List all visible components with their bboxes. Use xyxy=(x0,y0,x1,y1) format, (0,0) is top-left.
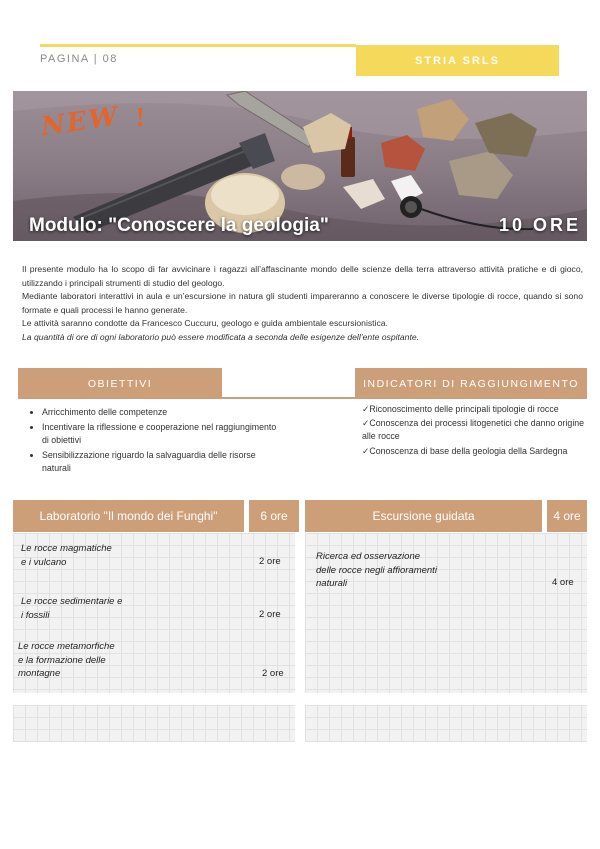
activity-line: Le rocce metamorfiche xyxy=(18,641,115,652)
objective-item: • Arricchimento delle competenze xyxy=(42,406,282,419)
new-badge: NEW xyxy=(39,101,122,143)
lab1-activity xyxy=(18,640,115,681)
objective-item: • Incentivare la riflessione e cooperazione nel raggiungimento di obiettivi xyxy=(42,421,282,447)
indicator-text: Conoscenza di base della geologia della Sardegna xyxy=(369,445,568,456)
intro-text xyxy=(22,263,583,345)
check-icon: ✓ xyxy=(362,445,370,456)
intro-paragraph: Il presente modulo ha lo scopo di far avvicinare i ragazzi all’affascinante mondo delle scienze della terra attraverso attività pratiche e di gioco, utilizzando i principali strumenti di studio del geologo. xyxy=(22,264,583,288)
check-icon: ✓ xyxy=(362,404,370,414)
indicators-header: INDICATORI DI RAGGIUNGIMENTO xyxy=(355,368,587,399)
activity-line: delle rocce negli affioramenti xyxy=(316,564,437,576)
objective-item: • Sensibilizzazione riguardo la salvaguardia delle risorse naturali xyxy=(42,449,282,475)
lab1-title: Laboratorio "Il mondo dei Funghi" xyxy=(13,500,244,532)
activity-line: e i vulcano xyxy=(21,556,67,568)
activity-line: montagne xyxy=(18,668,61,680)
activity-line: Ricerca ed osservazione xyxy=(316,551,421,562)
activity-hours: 2 ore xyxy=(259,556,281,567)
objectives-list xyxy=(28,406,282,477)
lab1-hours: 6 ore xyxy=(249,500,299,532)
indicator-item xyxy=(362,445,590,458)
intro-paragraph: Le attività saranno condotte da Francesco Cuccuru, geologo e guida ambientale escursionistica. xyxy=(22,318,388,329)
indicators-list xyxy=(362,403,590,459)
activity-line: i fossili xyxy=(21,609,50,621)
lab1-activity xyxy=(21,595,122,622)
lab2-activity xyxy=(316,550,437,591)
blank-panel xyxy=(305,705,587,742)
activity-line: Le rocce magmatiche xyxy=(21,543,112,554)
lab1-activity xyxy=(21,542,112,569)
intro-paragraph: Mediante laboratori interattivi in aula e un’escursione in natura gli studenti impareranno a conoscere le diverse tipologie di rocce, quando si sono formate e quali processi le hanno generate. xyxy=(22,291,583,315)
indicator-item xyxy=(362,403,590,416)
activity-hours: 2 ore xyxy=(259,609,281,620)
module-title: Modulo: "Conoscere la geologia" xyxy=(29,215,329,236)
activity-line: naturali xyxy=(316,578,348,590)
banner-image xyxy=(13,91,587,241)
objectives-header: OBIETTIVI xyxy=(18,368,222,399)
page-number: PAGINA | 08 xyxy=(40,53,118,65)
check-icon: ✓ xyxy=(362,418,370,429)
section-divider xyxy=(222,397,355,399)
activity-line: e la formazione delle xyxy=(18,654,106,666)
lab2-title: Escursione guidata xyxy=(305,500,542,532)
indicator-text: Riconoscimento delle principali tipologie di rocce xyxy=(369,404,559,414)
module-hours: 10 ORE xyxy=(498,215,581,235)
brand-label: STRIA SRLS xyxy=(356,45,559,76)
blank-panel xyxy=(13,705,295,742)
activity-line: Le rocce sedimentarie e xyxy=(21,596,123,607)
indicator-text: Conoscenza dei processi litogenetici che danno origine alle rocce xyxy=(362,418,585,442)
lab2-hours: 4 ore xyxy=(547,500,587,532)
new-badge-mark: ! xyxy=(135,103,146,132)
activity-hours: 4 ore xyxy=(552,577,574,588)
header-rule xyxy=(40,44,356,47)
activity-hours: 2 ore xyxy=(262,668,284,679)
indicator-item xyxy=(362,417,590,443)
intro-note: La quantità di ore di ogni laboratorio può essere modificata a seconda delle esigenze dell’ente ospitante. xyxy=(22,331,420,342)
